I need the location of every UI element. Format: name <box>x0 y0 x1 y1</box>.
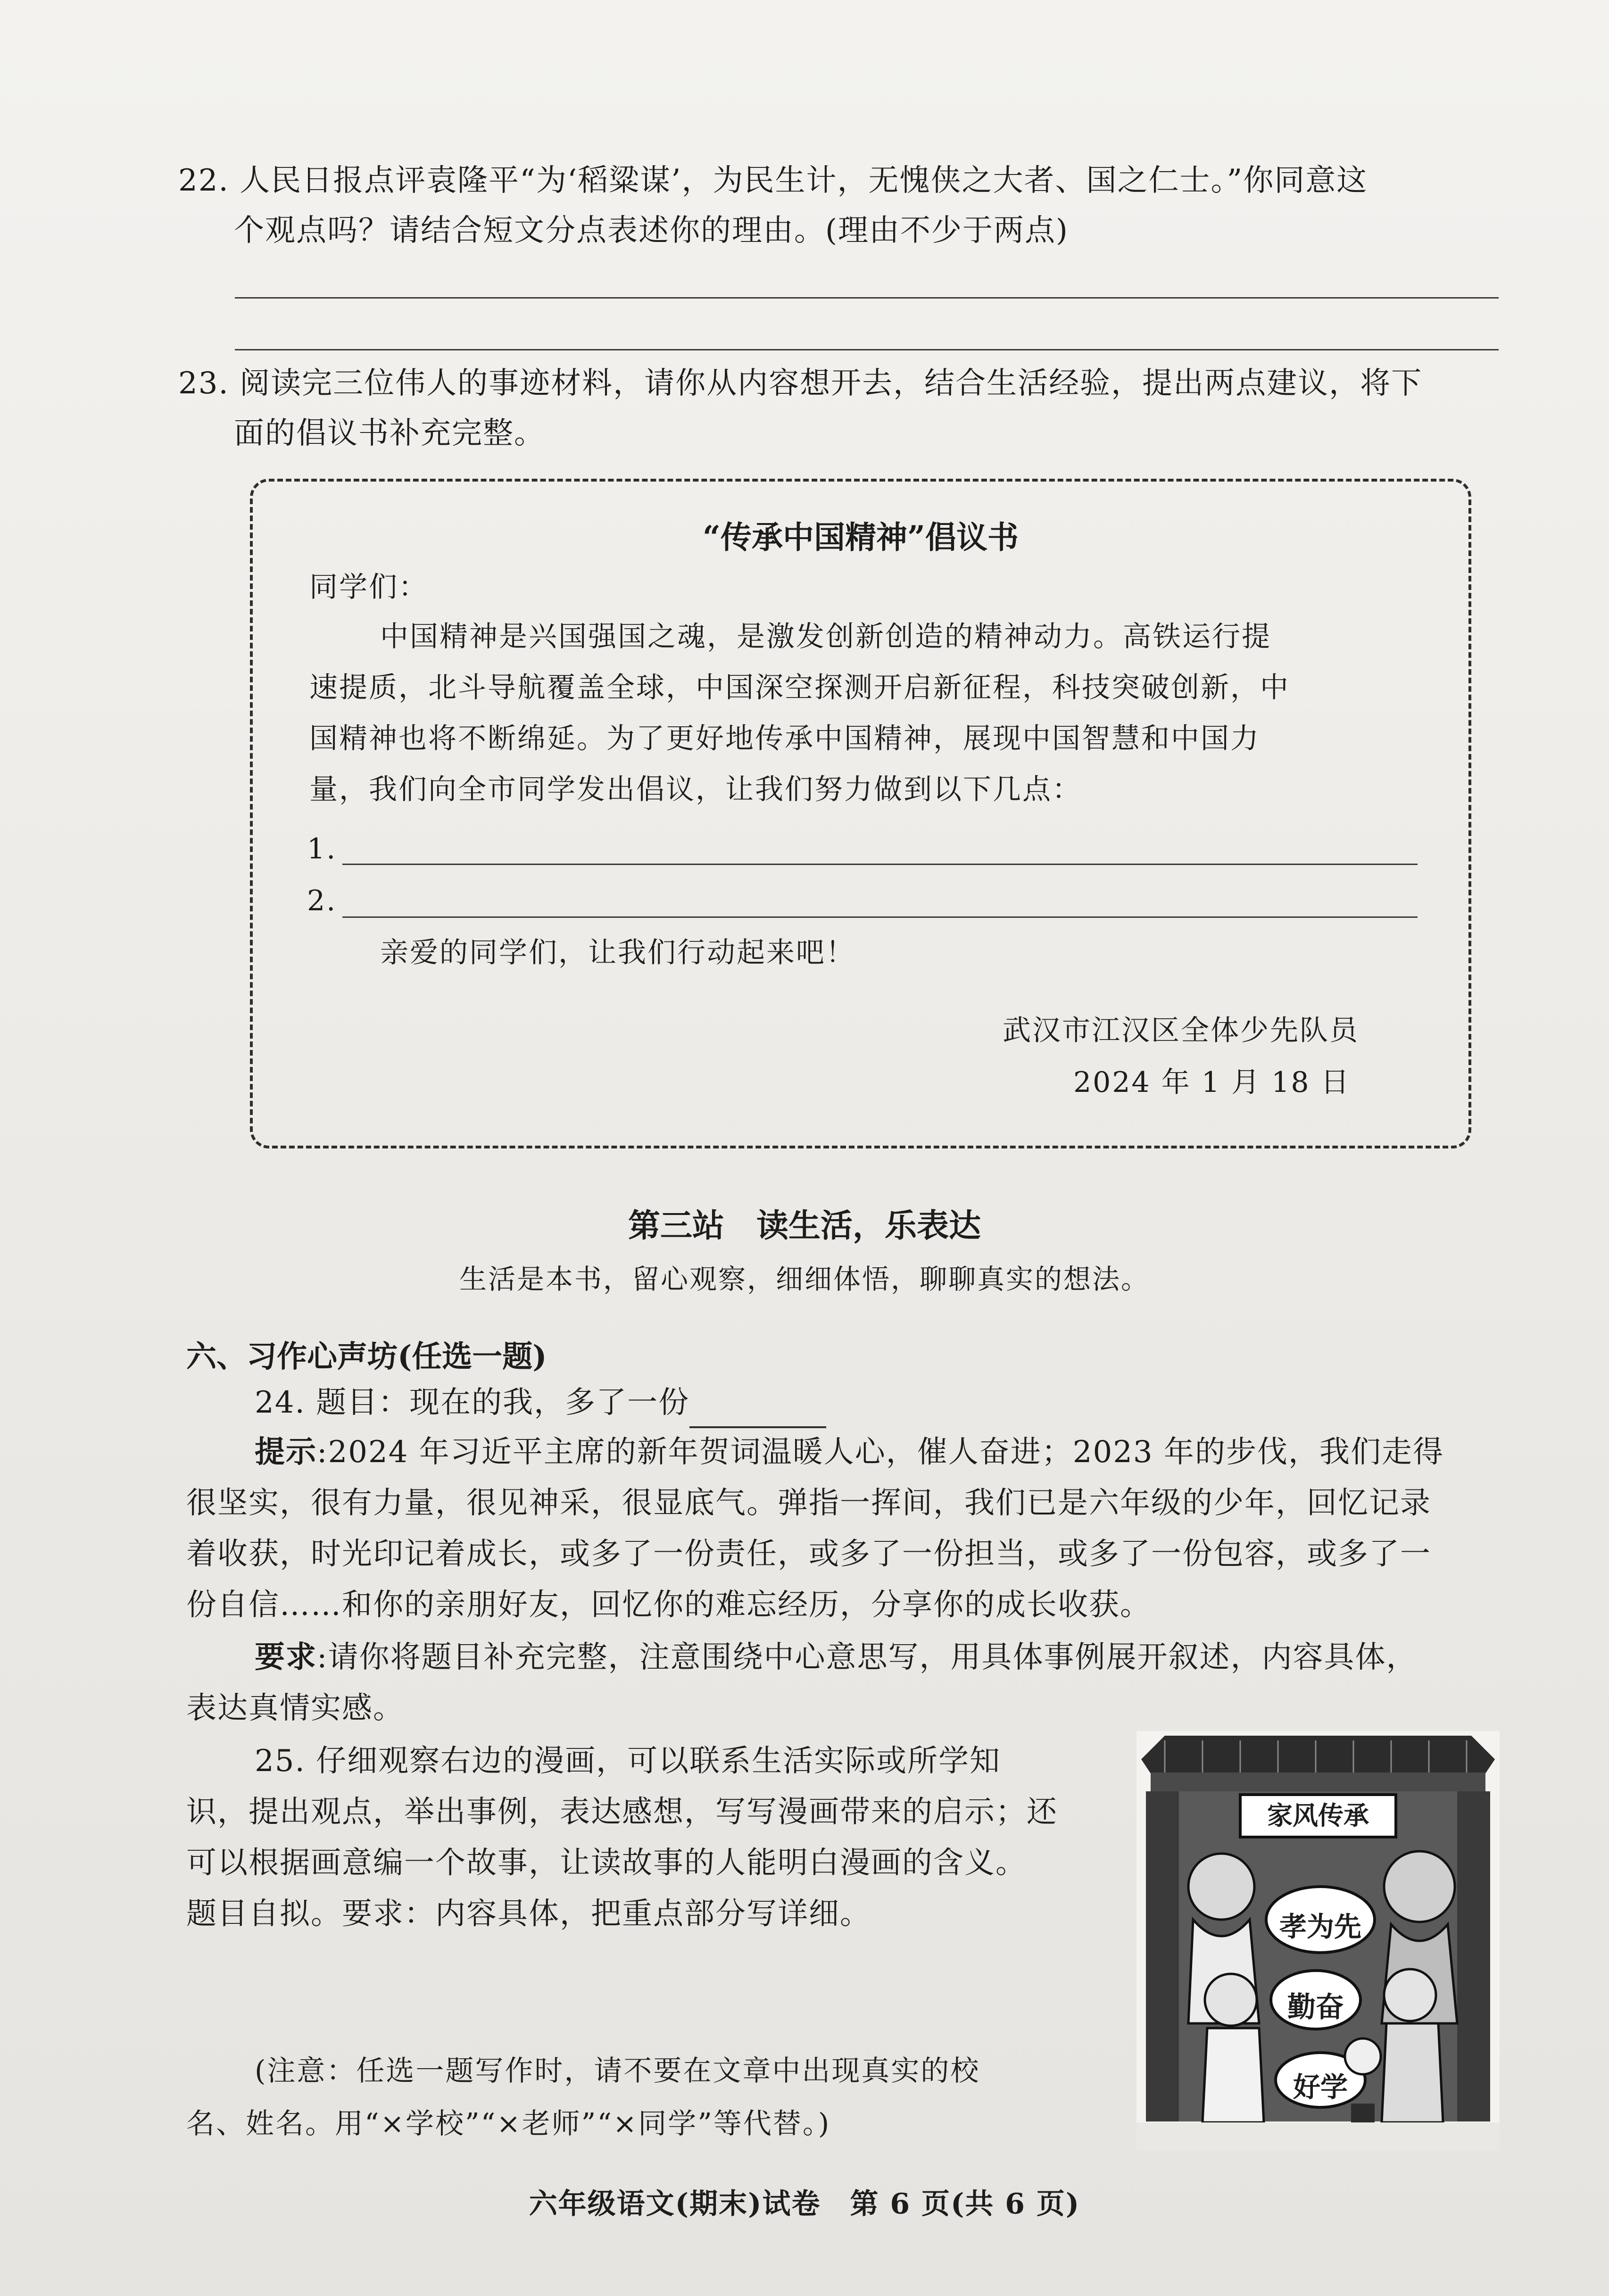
proposal-signature: 武汉市江汉区全体少先队员 <box>1003 1014 1359 1047</box>
proposal-date: 2024 年 1 月 18 日 <box>1073 1066 1351 1099</box>
writing-note-line2: 名、姓名。用“×学校”“×老师”“×同学”等代替。) <box>186 2107 831 2140</box>
question-25-line: 识，提出观点，举出事例，表达感想，写写漫画带来的启示；还 <box>186 1795 1058 1830</box>
station-3-subtitle: 生活是本书，留心观察，细细体悟，聊聊真实的想法。 <box>459 1263 1150 1295</box>
question-24-prompt: 24. 题目：现在的我，多了一份 <box>255 1385 690 1420</box>
station-3-title: 第三站 读生活，乐表达 <box>628 1207 981 1245</box>
proposal-closing: 亲爱的同学们，让我们行动起来吧！ <box>380 936 855 969</box>
proposal-body <box>309 611 1422 815</box>
hint-line: 份自信……和你的亲朋好友，回忆你的难忘经历，分享你的成长收获。 <box>186 1588 1151 1622</box>
question-24-title <box>255 1377 826 1428</box>
question-24-hint <box>186 1427 1497 1630</box>
family-tradition-comic <box>1136 1731 1500 2151</box>
requirement-label: 要求 <box>255 1639 317 1675</box>
question-22 <box>178 156 1518 256</box>
question-25-line: 25. 仔细观察右边的漫画，可以联系生活实际或所学知 <box>255 1744 1001 1779</box>
question-22-line1: 22. 人民日报点评袁隆平“为‘稻粱谋’，为民生计，无愧侠之大者、国之仁士。”你同意这 <box>178 163 1368 198</box>
proposal-body-line: 中国精神是兴国强国之魂，是激发创新创造的精神动力。高铁运行提 <box>380 620 1271 653</box>
comic-word-diligent: 勤奋 <box>1287 1991 1344 2024</box>
question-22-line2: 个观点吗？请结合短文分点表述你的理由。(理由不少于两点) <box>234 213 1069 248</box>
proposal-body-line: 国精神也将不断绵延。为了更好地传承中国精神，展现中国智慧和中国力 <box>309 722 1260 755</box>
question-24-requirement <box>186 1632 1497 1734</box>
answer-line-22a[interactable] <box>235 297 1499 299</box>
hint-line: :2024 年习近平主席的新年贺词温暖人心，催人奋进；2023 年的步伐，我们走得 <box>317 1435 1444 1470</box>
proposal-body-line: 量，我们向全市同学发出倡议，让我们努力做到以下几点： <box>309 773 1082 806</box>
hint-line: 很坚实，很有力量，很见神采，很显底气。弹指一挥间，我们已是六年级的少年，回忆记录 <box>186 1486 1431 1521</box>
proposal-greeting: 同学们： <box>309 571 428 604</box>
answer-line-22b[interactable] <box>235 349 1499 350</box>
question-23-line2: 面的倡议书补充完整。 <box>234 416 545 451</box>
proposal-item-1-number: 1. <box>307 832 337 865</box>
hint-line: 着收获，时光印记着成长，或多了一份责任，或多了一份担当，或多了一份包容，或多了一 <box>186 1537 1431 1572</box>
proposal-item-2-number: 2. <box>307 884 337 917</box>
comic-word-filial: 孝为先 <box>1279 1911 1361 1943</box>
hint-label: 提示 <box>255 1434 317 1470</box>
question-24-title-blank[interactable] <box>689 1398 826 1428</box>
page-footer: 六年级语文(期末)试卷 第 6 页(共 6 页) <box>529 2188 1080 2221</box>
proposal-title: “传承中国精神”倡议书 <box>703 519 1019 556</box>
question-23 <box>178 358 1518 458</box>
comic-word-studious: 好学 <box>1293 2071 1348 2103</box>
writing-note-line1: (注意：任选一题写作时，请不要在文章中出现真实的校 <box>255 2055 980 2088</box>
question-25-line: 可以根据画意编一个故事，让读故事的人能明白漫画的含义。 <box>186 1846 1027 1880</box>
writing-note <box>186 2045 1111 2150</box>
question-25-line: 题目自拟。要求：内容具体，把重点部分写详细。 <box>186 1897 871 1931</box>
requirement-line: :请你将题目补充完整，注意围绕中心意思写，用具体事例展开叙述，内容具体， <box>317 1640 1418 1675</box>
section-6-heading: 六、习作心声坊(任选一题) <box>186 1339 547 1374</box>
proposal-item-2-blank[interactable] <box>342 916 1418 918</box>
proposal-body-line: 速提质，北斗导航覆盖全球，中国深空探测开启新征程，科技突破创新，中 <box>309 671 1290 704</box>
proposal-item-1-blank[interactable] <box>342 864 1418 865</box>
proposal-box <box>250 479 1471 1148</box>
question-25 <box>186 1736 1111 1939</box>
question-23-line1: 23. 阅读完三位伟人的事迹材料，请你从内容想开去，结合生活经验，提出两点建议，将下 <box>178 366 1423 401</box>
comic-sign: 家风传承 <box>1267 1801 1369 1830</box>
requirement-line: 表达真情实感。 <box>186 1691 404 1726</box>
